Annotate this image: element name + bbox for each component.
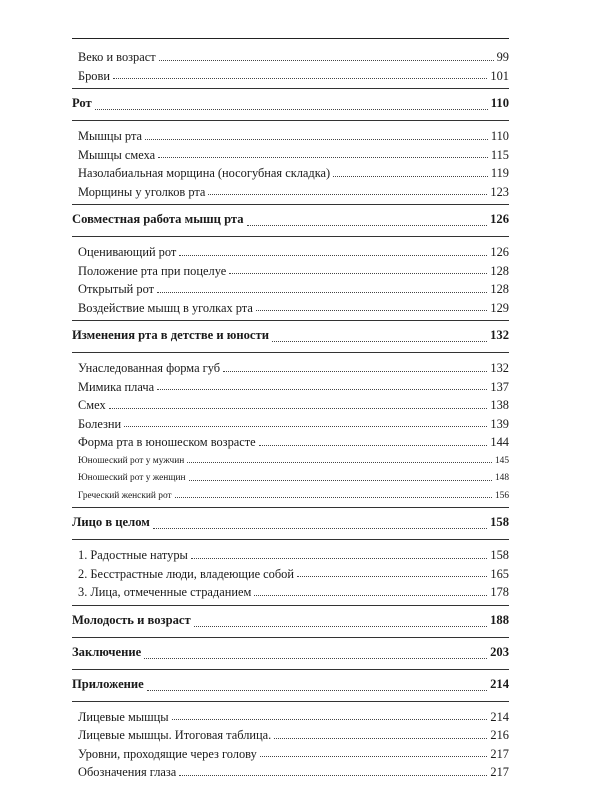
toc-section-heading[interactable] bbox=[72, 211, 509, 231]
toc-section-heading[interactable] bbox=[72, 612, 509, 632]
toc-items-block bbox=[72, 121, 509, 204]
toc-item-title: 3. Лица, отмеченные страданием bbox=[78, 585, 252, 599]
toc-section bbox=[72, 89, 509, 120]
toc-item-title: Лицевые мышцы bbox=[78, 709, 169, 724]
toc-item[interactable] bbox=[72, 414, 509, 433]
toc-subitem-page: 145 bbox=[494, 455, 509, 466]
toc-item[interactable] bbox=[72, 145, 509, 164]
toc-section-title: Заключение bbox=[72, 644, 142, 659]
toc-item-title: Воздействие мышц в уголках рта bbox=[78, 300, 253, 315]
toc-item-page: 128 bbox=[490, 263, 509, 278]
dot-leader bbox=[113, 68, 487, 79]
dot-leader bbox=[189, 472, 492, 481]
toc-item[interactable] bbox=[72, 358, 509, 377]
toc-subitem[interactable] bbox=[72, 451, 509, 469]
toc-item[interactable] bbox=[72, 66, 509, 85]
toc-item-page: 214 bbox=[490, 709, 509, 724]
toc-section bbox=[72, 606, 509, 637]
dot-leader bbox=[229, 263, 487, 274]
toc-item-title: Лицевые мышцы. Итоговая таблица. bbox=[78, 728, 272, 742]
toc-item-page: 128 bbox=[490, 282, 509, 296]
toc-item-title: Форма рта в юношеском возрасте bbox=[78, 435, 256, 449]
toc-item-page: 99 bbox=[496, 50, 509, 64]
toc-section-heading[interactable] bbox=[72, 676, 509, 696]
toc-item-title: Мимика плача bbox=[78, 379, 155, 394]
toc-section-page: 158 bbox=[490, 515, 509, 529]
toc-item[interactable] bbox=[72, 762, 509, 781]
toc-item-title: Веко и возраст bbox=[78, 50, 156, 64]
top-rule bbox=[72, 38, 509, 39]
dot-leader bbox=[109, 398, 488, 409]
toc-item-title: Морщины у уголков рта bbox=[78, 184, 206, 199]
dot-leader bbox=[256, 300, 488, 311]
toc-item-page: 119 bbox=[490, 166, 509, 180]
toc-section-page: 126 bbox=[490, 212, 509, 226]
dot-leader bbox=[297, 566, 487, 577]
toc-item-page: 139 bbox=[490, 416, 509, 431]
toc-section-title: Приложение bbox=[72, 676, 144, 691]
dot-leader bbox=[95, 99, 488, 110]
toc-subitem-page: 156 bbox=[494, 490, 509, 501]
dot-leader bbox=[159, 50, 494, 61]
toc-section bbox=[72, 638, 509, 669]
toc-item[interactable] bbox=[72, 432, 509, 451]
toc-item-page: 123 bbox=[490, 184, 509, 199]
toc-section-title: Молодость и возраст bbox=[72, 612, 191, 627]
dot-leader bbox=[157, 379, 487, 390]
toc-item-page: 115 bbox=[490, 147, 509, 162]
toc-item[interactable] bbox=[72, 126, 509, 145]
toc-section-title: Совместная работа мышц рта bbox=[72, 212, 244, 226]
toc-item-title: Унаследованная форма губ bbox=[78, 361, 221, 375]
toc-item[interactable] bbox=[72, 279, 509, 298]
toc-items-block bbox=[72, 237, 509, 320]
table-of-contents bbox=[72, 38, 509, 785]
toc-item[interactable] bbox=[72, 163, 509, 182]
toc-item-title: Назолабиальная морщина (носогубная складка) bbox=[78, 166, 331, 180]
dot-leader bbox=[254, 585, 487, 596]
toc-section-heading[interactable] bbox=[72, 644, 509, 664]
toc-item-title: Открытый рот bbox=[78, 282, 155, 296]
toc-item-title: 1. Радостные натуры bbox=[78, 548, 188, 562]
toc-intro-block bbox=[72, 47, 509, 88]
toc-item-page: 144 bbox=[490, 435, 509, 449]
toc-item-page: 137 bbox=[490, 379, 509, 394]
toc-item[interactable] bbox=[72, 545, 509, 564]
toc-item-title: Мышцы смеха bbox=[78, 147, 156, 162]
toc-item[interactable] bbox=[72, 725, 509, 744]
toc-section-page: 188 bbox=[490, 612, 509, 627]
dot-leader bbox=[187, 454, 492, 463]
toc-section-heading[interactable] bbox=[72, 327, 509, 347]
toc-item[interactable] bbox=[72, 395, 509, 414]
toc-item-title: Мышцы рта bbox=[78, 129, 143, 143]
toc-items-block bbox=[72, 353, 509, 507]
toc-subitem-title: Юношеский рот у женщин bbox=[78, 473, 186, 483]
toc-item[interactable] bbox=[72, 298, 509, 317]
toc-item[interactable] bbox=[72, 707, 509, 726]
toc-item-page: 216 bbox=[490, 728, 509, 742]
toc-item-title: Положение рта при поцелуе bbox=[78, 263, 227, 278]
toc-item-title: Уровни, проходящие через голову bbox=[78, 746, 257, 761]
toc-item[interactable] bbox=[72, 744, 509, 763]
dot-leader bbox=[272, 331, 487, 342]
toc-item-page: 158 bbox=[490, 548, 509, 562]
toc-items-block bbox=[72, 702, 509, 785]
dot-leader bbox=[260, 746, 488, 757]
dot-leader bbox=[158, 147, 488, 158]
toc-item-page: 217 bbox=[490, 746, 509, 761]
toc-item-page: 165 bbox=[490, 566, 509, 581]
toc-item-page: 132 bbox=[490, 361, 509, 375]
toc-item[interactable] bbox=[72, 47, 509, 66]
toc-section-title: Лицо в целом bbox=[72, 515, 150, 529]
toc-item-page: 138 bbox=[490, 398, 509, 412]
dot-leader bbox=[208, 184, 487, 195]
dot-leader bbox=[144, 648, 487, 659]
toc-item-page: 129 bbox=[490, 300, 509, 315]
dot-leader bbox=[223, 361, 487, 372]
toc-item[interactable] bbox=[72, 564, 509, 583]
toc-section-page: 132 bbox=[490, 328, 509, 342]
toc-item-title: Обозначения глаза bbox=[78, 765, 177, 779]
toc-item-title: Брови bbox=[78, 68, 110, 83]
toc-section bbox=[72, 508, 509, 539]
toc-subitem-page: 148 bbox=[494, 473, 509, 483]
dot-leader bbox=[333, 166, 488, 177]
toc-subitem-title: Юношеский рот у мужчин bbox=[78, 455, 185, 466]
dot-leader bbox=[179, 765, 487, 776]
dot-leader bbox=[179, 245, 487, 256]
toc-subitem[interactable] bbox=[72, 468, 509, 486]
toc-item-title: Смех bbox=[78, 398, 106, 412]
toc-item[interactable] bbox=[72, 261, 509, 280]
toc-item[interactable] bbox=[72, 582, 509, 601]
dot-leader bbox=[147, 680, 487, 691]
toc-subitem[interactable] bbox=[72, 486, 509, 504]
toc-section bbox=[72, 670, 509, 701]
toc-item-page: 110 bbox=[490, 129, 509, 143]
toc-subitem-title: Греческий женский рот bbox=[78, 490, 172, 501]
toc-item-page: 217 bbox=[490, 765, 509, 779]
dot-leader bbox=[157, 282, 487, 293]
toc-section-title: Рот bbox=[72, 96, 92, 110]
dot-leader bbox=[175, 489, 492, 498]
toc-item[interactable] bbox=[72, 182, 509, 201]
toc-section-page: 214 bbox=[490, 676, 509, 691]
toc-item[interactable] bbox=[72, 242, 509, 261]
toc-item-page: 126 bbox=[490, 245, 509, 259]
toc-section bbox=[72, 321, 509, 352]
toc-section-heading[interactable] bbox=[72, 95, 509, 115]
toc-item-page: 178 bbox=[490, 585, 509, 599]
toc-item-title: Оценивающий рот bbox=[78, 245, 177, 259]
toc-section-title: Изменения рта в детстве и юности bbox=[72, 328, 269, 342]
dot-leader bbox=[172, 709, 488, 720]
dot-leader bbox=[153, 518, 487, 529]
toc-section-page: 110 bbox=[490, 96, 509, 110]
toc-item-page: 101 bbox=[490, 68, 509, 83]
dot-leader bbox=[191, 548, 488, 559]
dot-leader bbox=[259, 435, 488, 446]
dot-leader bbox=[124, 416, 487, 427]
toc-items-block bbox=[72, 540, 509, 605]
toc-item[interactable] bbox=[72, 377, 509, 396]
toc-section-heading[interactable] bbox=[72, 514, 509, 534]
toc-item-title: 2. Бесстрастные люди, владеющие собой bbox=[78, 566, 295, 581]
dot-leader bbox=[274, 728, 487, 739]
dot-leader bbox=[194, 616, 487, 627]
toc-section bbox=[72, 205, 509, 236]
toc-section-page: 203 bbox=[490, 644, 509, 659]
dot-leader bbox=[247, 215, 488, 226]
toc-item-title: Болезни bbox=[78, 416, 122, 431]
dot-leader bbox=[145, 129, 488, 140]
